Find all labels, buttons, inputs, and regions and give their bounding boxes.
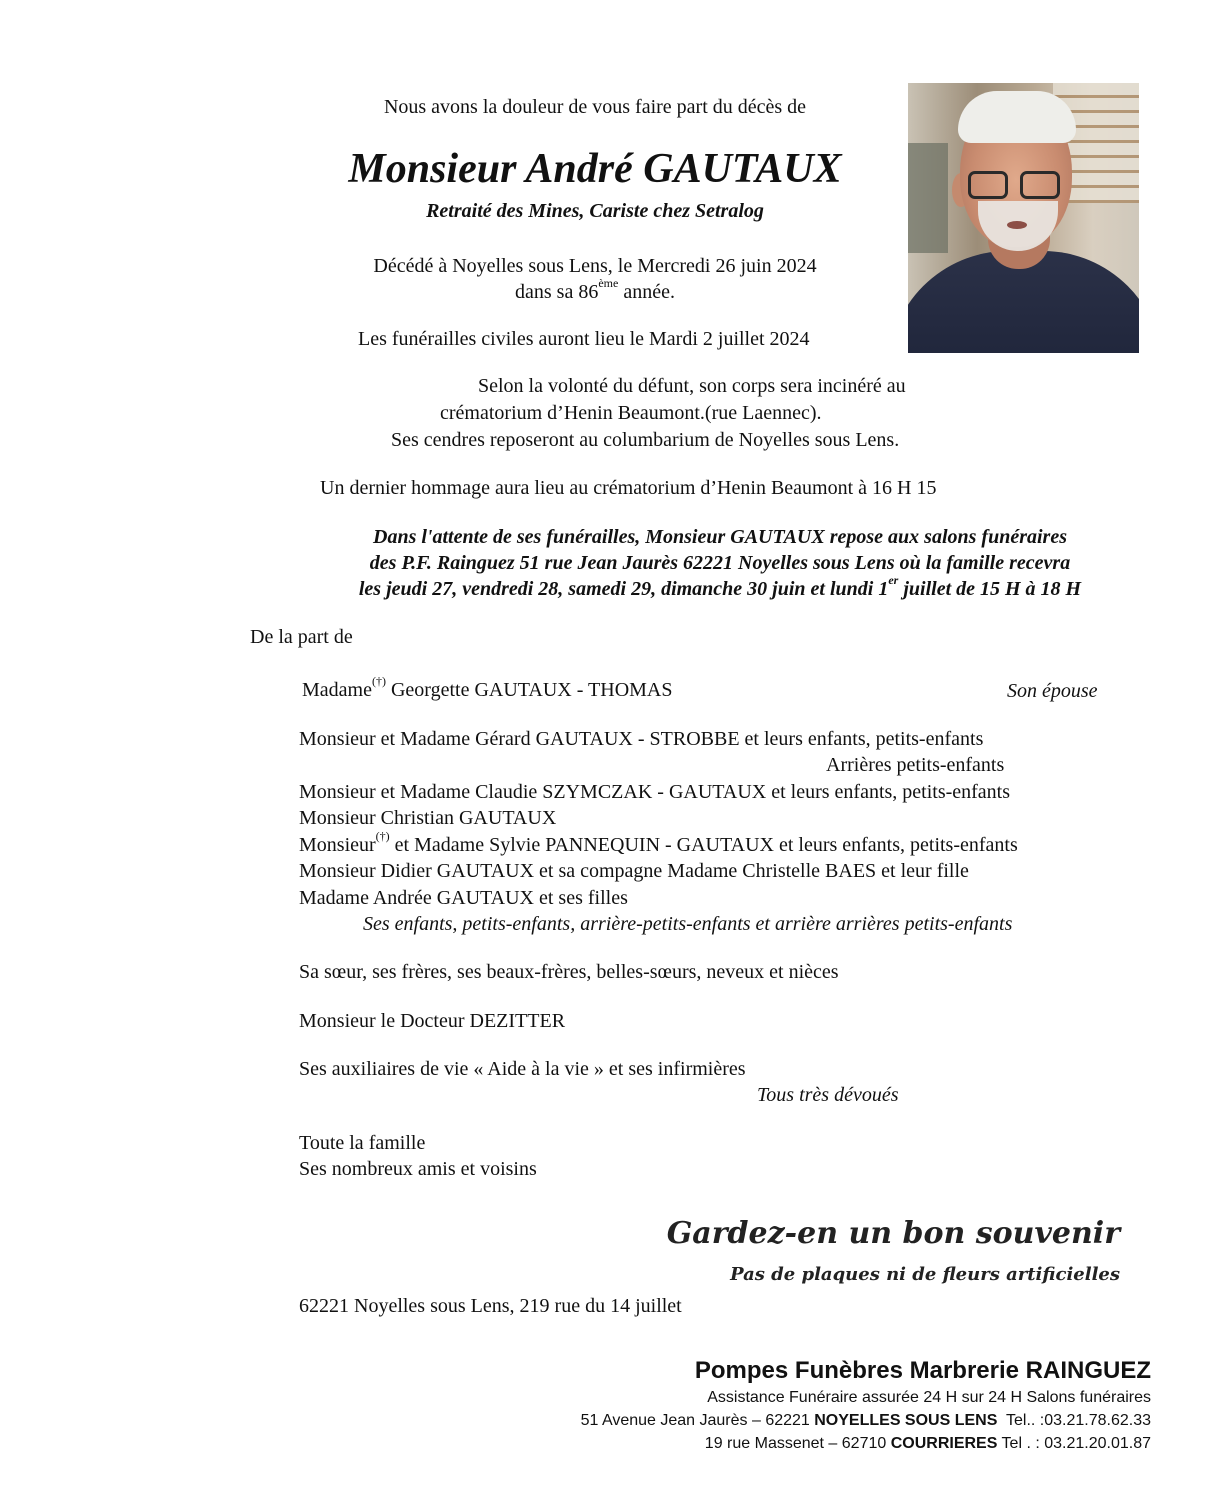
funeral-company-name: Pompes Funèbres Marbrerie RAINGUEZ <box>694 1357 1151 1384</box>
visitation-line-3: les jeudi 27, vendredi 28, samedi 29, dimanche 30 juin et lundi 1er juillet de 15 H à 18 H <box>358 573 1082 600</box>
home-address: 62221 Noyelles sous Lens, 219 rue du 14 juillet <box>299 1295 682 1317</box>
spouse-role: Son épouse <box>1007 680 1098 702</box>
family-child-6: Madame Andrée GAUTAUX et ses filles <box>299 887 628 909</box>
doctor: Monsieur le Docteur DEZITTER <box>299 1010 566 1032</box>
no-plaques-text: Pas de plaques ni de fleurs artificielles <box>730 1264 1120 1285</box>
cremation-line-1: Selon la volonté du défunt, son corps sera incinéré au <box>478 375 906 397</box>
visitation-line-1: Dans l'attente de ses funérailles, Monsieur GAUTAUX repose aux salons funéraires <box>373 526 1067 548</box>
footer-line-2: 51 Avenue Jean Jaurès – 62221 NOYELLES SOUS LENS Tel.. :03.21.78.62.33 <box>580 1412 1151 1429</box>
children-role: Ses enfants, petits-enfants, arrière-petits-enfants et arrière arrières petits-enfants <box>363 913 1013 935</box>
portrait-photo <box>908 83 1139 353</box>
cremation-line-2: crématorium d’Henin Beaumont.(rue Laennec). <box>440 402 822 424</box>
family-all: Toute la famille <box>299 1132 426 1154</box>
siblings: Sa sœur, ses frères, ses beaux-frères, belles-sœurs, neveux et nièces <box>299 961 839 983</box>
caregivers-role: Tous très dévoués <box>757 1084 899 1106</box>
deceased-name: Monsieur André GAUTAUX <box>348 146 842 192</box>
footer-line-3: 19 rue Massenet – 62710 COURRIERES Tel . : 03.21.20.01.87 <box>704 1435 1151 1452</box>
family-heading: De la part de <box>250 626 353 648</box>
family-child-1-cont: Arrières petits-enfants <box>826 754 1005 776</box>
death-line-2: dans sa 86ème année. <box>515 276 675 303</box>
family-child-5: Monsieur Didier GAUTAUX et sa compagne Madame Christelle BAES et leur fille <box>299 860 969 882</box>
funeral-date: Les funérailles civiles auront lieu le Mardi 2 juillet 2024 <box>358 328 810 350</box>
footer-line-1: Assistance Funéraire assurée 24 H sur 24 H Salons funéraires <box>707 1389 1151 1406</box>
friends: Ses nombreux amis et voisins <box>299 1158 537 1180</box>
hommage-text: Un dernier hommage aura lieu au crématorium d’Henin Beaumont à 16 H 15 <box>320 477 937 499</box>
caregivers: Ses auxiliaires de vie « Aide à la vie » et ses infirmières <box>299 1058 746 1080</box>
visitation-line-2: des P.F. Rainguez 51 rue Jean Jaurès 62221 Noyelles sous Lens où la famille recevra <box>369 552 1071 574</box>
death-line-1: Décédé à Noyelles sous Lens, le Mercredi 26 juin 2024 <box>373 255 817 277</box>
intro-text: Nous avons la douleur de vous faire part du décès de <box>383 96 807 118</box>
cremation-line-3: Ses cendres reposeront au columbarium de Noyelles sous Lens. <box>391 429 900 451</box>
family-child-1: Monsieur et Madame Gérard GAUTAUX - STROBBE et leurs enfants, petits-enfants <box>299 728 984 750</box>
family-child-3: Monsieur Christian GAUTAUX <box>299 807 557 829</box>
family-child-4: Monsieur(†) et Madame Sylvie PANNEQUIN - GAUTAUX et leurs enfants, petits-enfants <box>299 829 1018 856</box>
family-child-2: Monsieur et Madame Claudie SZYMCZAK - GAUTAUX et leurs enfants, petits-enfants <box>299 781 1011 803</box>
profession: Retraité des Mines, Cariste chez Setralog <box>426 200 764 222</box>
spouse-name: Madame(†) Georgette GAUTAUX - THOMAS <box>302 674 673 701</box>
souvenir-text: Gardez-en un bon souvenir <box>666 1216 1120 1251</box>
